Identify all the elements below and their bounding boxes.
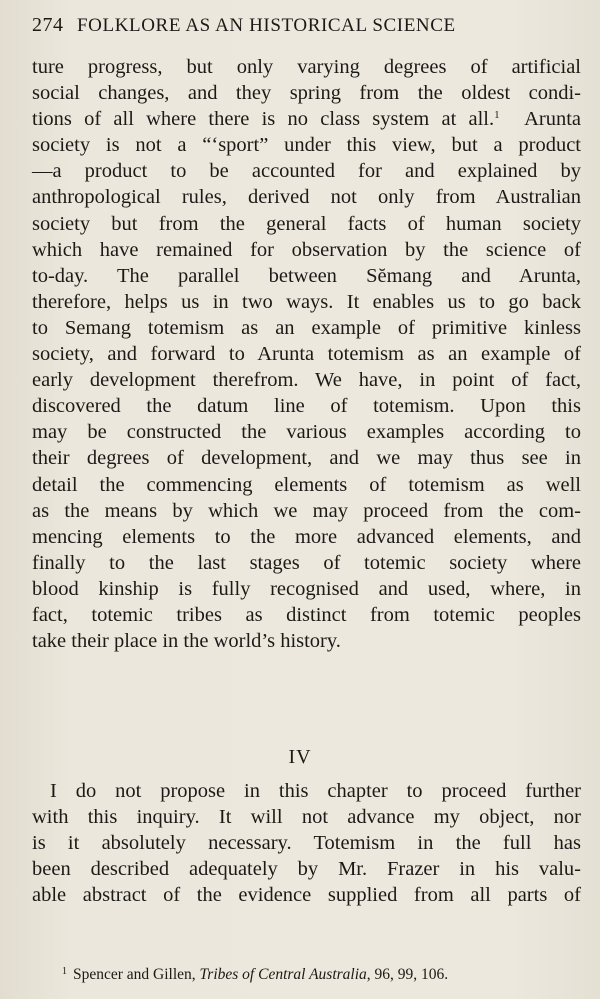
text-line: anthropological rules, derived not only from Australian xyxy=(32,186,581,209)
text-line: finally to the last stages of totemic society where xyxy=(32,551,581,574)
text-line: blood kinship is fully recognised and used, where, in xyxy=(32,577,581,600)
text-line-start: tions of all where there is no class system at all. xyxy=(32,108,495,131)
text-line: detail the commencing elements of totemism as well xyxy=(32,473,581,496)
text-line: discovered the datum line of totemism. Upon this xyxy=(32,395,581,418)
footnote-number: 1 xyxy=(62,966,67,977)
text-line: society is not a “‘sport” under this view, but a product xyxy=(32,134,581,157)
text-line: which have remained for observation by the science of xyxy=(32,238,581,261)
text-line: able abstract of the evidence supplied from all parts of xyxy=(32,884,581,907)
running-head xyxy=(32,14,588,38)
footnote-work-title: Tribes of Central Australia xyxy=(199,966,367,983)
footnote-authors: Spencer and Gillen, xyxy=(73,966,196,983)
text-line: to-day. The parallel between Sĕmang and Arunta, xyxy=(32,264,581,287)
text-line: —a product to be accounted for and explained by xyxy=(32,160,581,183)
text-line: social changes, and they spring from the oldest condi- xyxy=(32,82,581,105)
section-heading: IV xyxy=(288,746,312,768)
footnote-pages: , 96, 99, 106. xyxy=(366,966,449,983)
text-line: with this inquiry. It will not advance my object, nor xyxy=(32,806,581,829)
text-line: society but from the general facts of human society xyxy=(32,212,581,235)
text-line: early development therefrom. We have, in point of fact, xyxy=(32,369,581,392)
text-line: their degrees of development, and we may thus see in xyxy=(32,447,581,470)
text-line: mencing elements to the more advanced elements, and xyxy=(32,525,581,548)
body-text-part1 xyxy=(32,54,581,654)
text-line: is it absolutely necessary. Totemism in the full has xyxy=(32,832,581,855)
text-line-with-footnote xyxy=(32,106,581,132)
text-line: ture progress, but only varying degrees of artificial xyxy=(32,56,581,78)
running-title: FOLKLORE AS AN HISTORICAL SCIENCE xyxy=(77,15,456,36)
text-line: take their place in the world’s history. xyxy=(32,630,341,653)
text-line: society, and forward to Arunta totemism as an example of xyxy=(32,343,581,366)
text-line-end: Arunta xyxy=(524,108,581,131)
text-line: therefore, helps us in two ways. It enables us to go back xyxy=(32,290,581,313)
text-line: I do not propose in this chapter to proceed further xyxy=(50,780,581,802)
footnote-marker: 1 xyxy=(494,109,500,122)
text-line: been described adequately by Mr. Frazer in his valu- xyxy=(32,858,581,881)
text-line: to Semang totemism as an example of primitive kinless xyxy=(32,316,581,339)
text-line: fact, totemic tribes as distinct from totemic peoples xyxy=(32,603,581,626)
footnote xyxy=(62,966,582,984)
page-number: 274 xyxy=(32,14,64,36)
text-line: as the means by which we may proceed from the com- xyxy=(32,499,581,522)
text-line: may be constructed the various examples according to xyxy=(32,421,581,444)
body-text-part2 xyxy=(32,778,581,908)
